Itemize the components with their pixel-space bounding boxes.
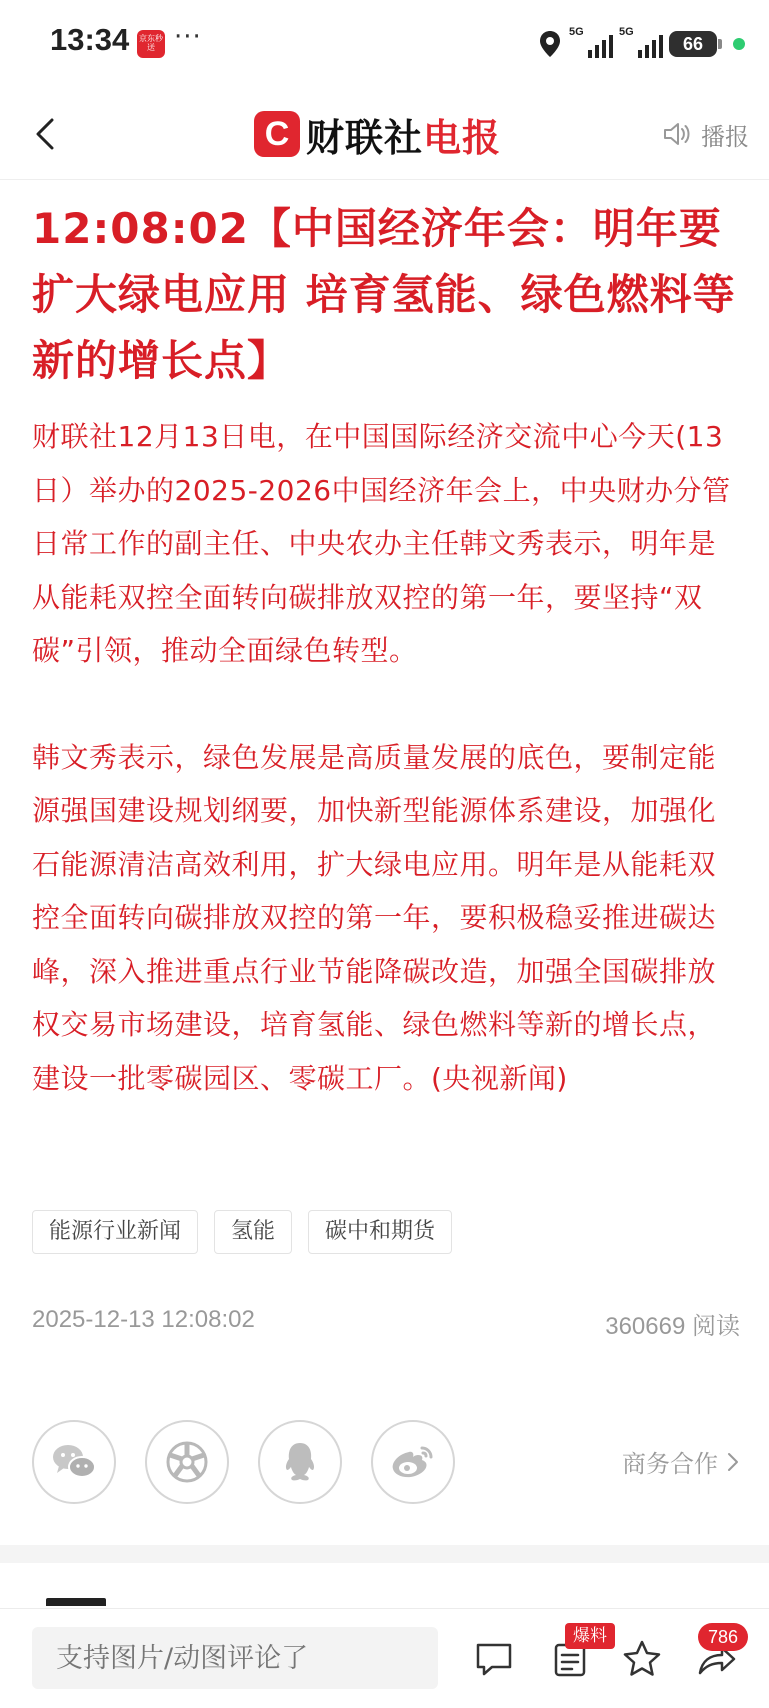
- cls-telegraph-logo: [254, 108, 501, 160]
- more-notifications-icon: ···: [174, 22, 202, 52]
- share-moments-button[interactable]: [145, 1420, 229, 1504]
- battery-icon: 66: [669, 31, 717, 57]
- article-headline: 12:08:02【中国经济年会：明年要扩大绿电应用 培育氢能、绿色燃料等新的增长点】: [32, 204, 736, 385]
- logo-mark-icon: C: [254, 111, 300, 157]
- logo-text: 财联社电报: [306, 115, 502, 160]
- section-divider: [0, 1545, 769, 1563]
- comments-heading-peek: [46, 1598, 106, 1606]
- comment-input[interactable]: [32, 1627, 438, 1689]
- article-paragraph: 财联社12月13日电，在中国国际经济交流中心今天(13日）举办的2025-2026中国经济年会上，中央财办分管日常工作的副主任、中央农办主任韩文秀表示，明年是从能耗双控全面转向碳排放双控的第一年，要坚持“双碳”引领，推动全面绿色转型。: [32, 420, 731, 667]
- privacy-indicator-dot: [733, 38, 745, 50]
- article-paragraph: 韩文秀表示，绿色发展是高质量发展的底色，要制定能源强国建设规划纲要，加快新型能源体系建设，加强化石能源清洁高效利用，扩大绿电应用。明年是从能耗双控全面转向碳排放双控的第一年，要积极稳妥推进碳达峰，深入推进重点行业节能降碳改造，加强全国碳排放权交易市场建设，培育氢能、绿色燃料等新的增长点，建设一批零碳园区、零碳工厂。(央视新闻): [32, 740, 717, 1095]
- clock: 13:34: [50, 22, 130, 57]
- publish-date: 2025-12-13 12:08:02: [32, 1306, 255, 1333]
- tag-list: [32, 1210, 452, 1254]
- read-count: 360669 阅读: [605, 1313, 740, 1340]
- business-cooperation-link[interactable]: [622, 1444, 740, 1479]
- jd-app-notification-icon: 京东秒送: [137, 30, 165, 58]
- article: [32, 196, 740, 1105]
- baoliao-badge: 爆料: [565, 1623, 615, 1649]
- status-bar: [0, 0, 769, 88]
- location-icon: [537, 29, 563, 59]
- tag-carbon-neutral-futures[interactable]: 碳中和期货: [308, 1210, 452, 1254]
- broadcast-button[interactable]: [661, 116, 749, 152]
- app-header: [0, 88, 769, 180]
- signal-5g-1-icon: 5G: [569, 28, 613, 60]
- wechat-icon: [51, 1442, 97, 1482]
- share-qq-button[interactable]: [258, 1420, 342, 1504]
- tag-energy-news[interactable]: 能源行业新闻: [32, 1210, 198, 1254]
- weibo-icon: [389, 1442, 437, 1482]
- business-cooperation-label: 商务合作: [622, 1450, 718, 1478]
- article-meta: [32, 1306, 740, 1342]
- share-count-badge: 786: [698, 1623, 748, 1651]
- tag-hydrogen[interactable]: 氢能: [214, 1210, 292, 1254]
- chevron-right-icon: [726, 1451, 740, 1473]
- status-indicators: [537, 26, 745, 62]
- speaker-icon: [661, 119, 691, 149]
- share-wechat-button[interactable]: [32, 1420, 116, 1504]
- signal-5g-2-icon: 5G: [619, 28, 663, 60]
- share-row: [32, 1420, 740, 1504]
- broadcast-label: 播报: [701, 122, 749, 151]
- qq-icon: [280, 1440, 320, 1484]
- bottom-action-bar: [0, 1608, 769, 1708]
- favorite-star-icon[interactable]: [620, 1637, 664, 1681]
- comment-icon[interactable]: [472, 1637, 516, 1681]
- moments-icon: [164, 1439, 210, 1485]
- share-weibo-button[interactable]: [371, 1420, 455, 1504]
- back-button[interactable]: [24, 110, 72, 158]
